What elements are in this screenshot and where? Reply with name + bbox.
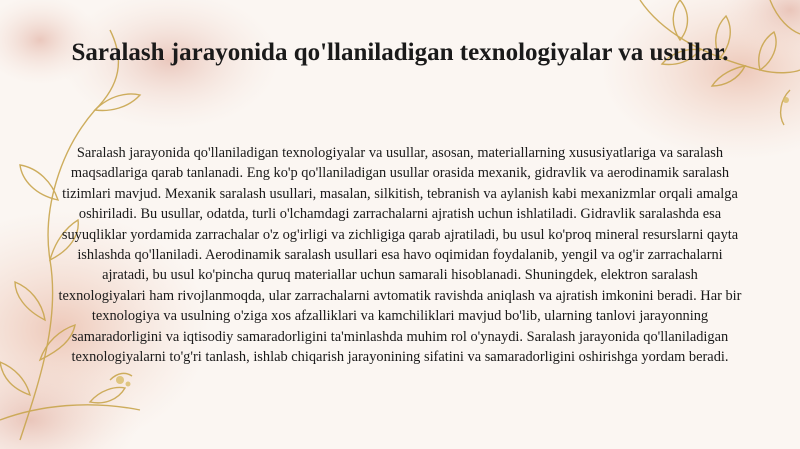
slide-title: Saralash jarayonida qo'llaniladigan texnologiyalar va usullar. [71,39,729,66]
slide-body-text: Saralash jarayonida qo'llaniladigan texnologiyalar va usullar, asosan, materiallarning xususiyatlariga va saralash maqsadlariga qarab tanlanadi. Eng ko'p qo'llaniladigan usullar orasida mexanik, gidravlik va aerodinamik saralash tizimlari mavjud. Mexanik saralash usullari, masalan, silkitish, tebranish va aylanish kabi mexanizmlar orqali amalga oshiriladi. Bu usullar, odatda, turli o'lchamdagi zarrachalarni ajratish uchun ishlatiladi. Gidravlik saralashda esa suyuqliklar yordamida zarrachalar o'z og'irligi va zichligiga qarab ajratiladi, bu usul ko'proq mineral resurslarni qayta ishlashda qo'llaniladi. Aerodinamik saralash usullari esa havo oqimidan foydalanib, yengil va og'ir zarrachalarni ajratadi, bu usul ko'pincha quruq materiallar uchun samarali hisoblanadi. Shuningdek, elektron saralash texnologiyalari ham rivojlanmoqda, ular zarrachalarni avtomatik ravishda aniqlash va ajratish imkonini beradi. Har bir texnologiya va usulning o'ziga xos afzalliklari va kamchiliklari mavjud bo'lib, ularning tanlovi jarayonning samaradorligini va iqtisodiy samaradorligini ta'minlashda muhim rol o'ynaydi. Saralash jarayonida qo'llaniladigan texnologiyalarni to'g'ri tanlash, ishlab chiqarish jarayonining sifatini va samaradorligini oshirishga yordam beradi. [58,145,742,366]
